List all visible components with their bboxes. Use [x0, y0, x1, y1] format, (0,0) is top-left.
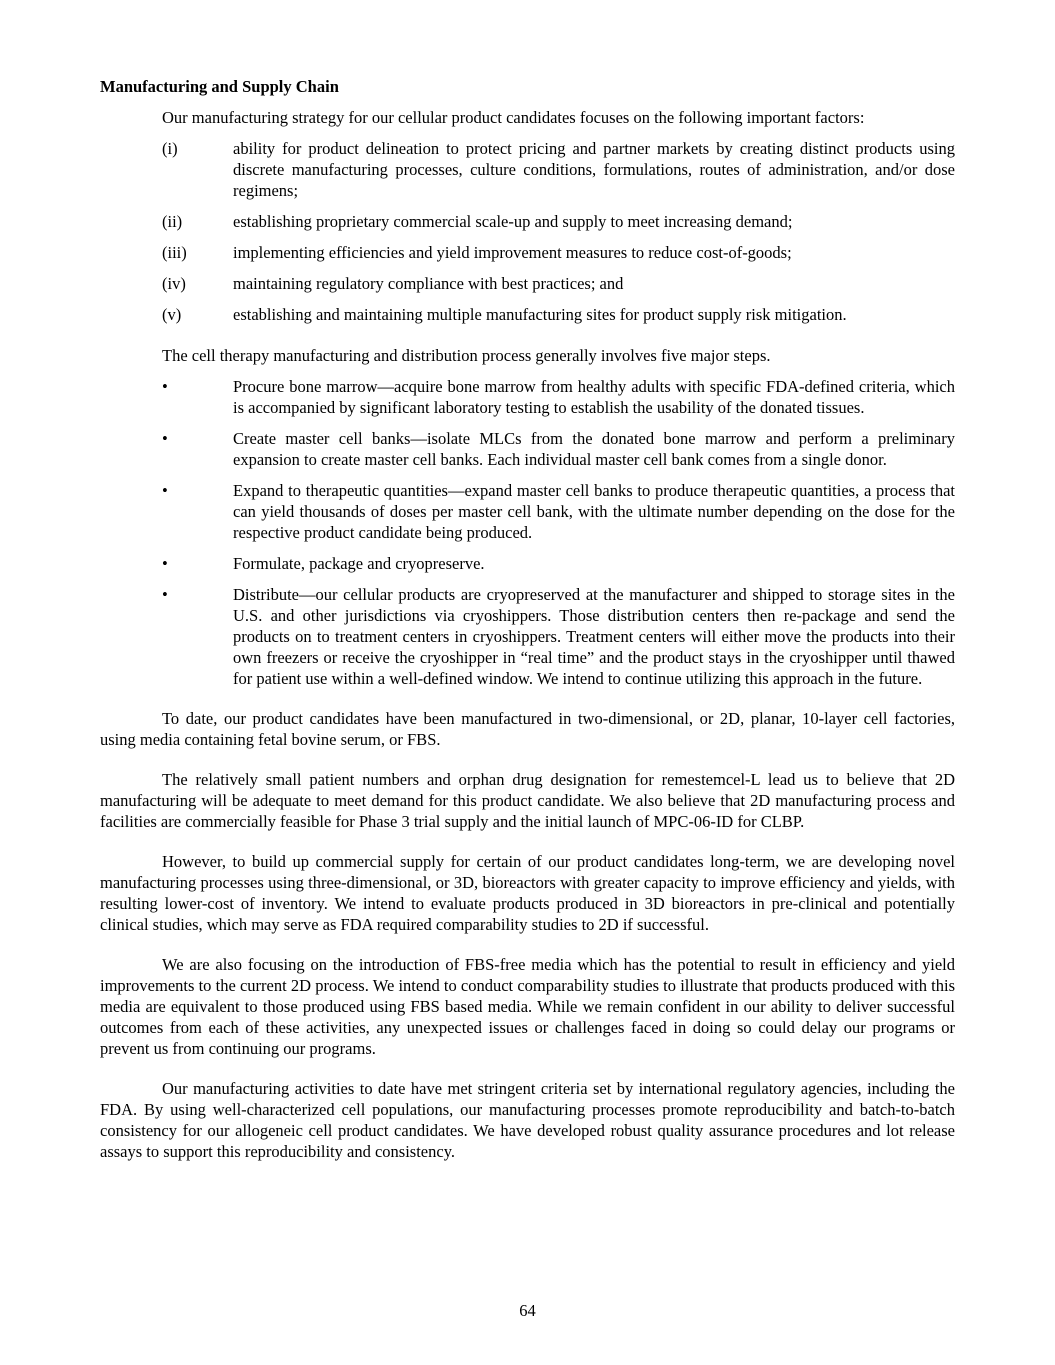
bullet-icon: •	[162, 377, 168, 396]
list-item-text: Create master cell banks—isolate MLCs from the donated bone marrow and perform a preliminary expansion to create master cell banks. Each individual master cell bank comes from a single donor.	[233, 429, 955, 469]
numbered-list-item	[162, 273, 955, 294]
steps-intro-paragraph: The cell therapy manufacturing and distribution process generally involves five major steps.	[162, 346, 771, 365]
list-item-text: establishing and maintaining multiple manufacturing sites for product supply risk mitigation.	[233, 305, 847, 324]
list-item-text: Procure bone marrow—acquire bone marrow from healthy adults with specific FDA-defined criteria, which is accompanied by significant laboratory testing to establish the usability of the donated tissues.	[233, 377, 955, 417]
list-marker: (iv)	[162, 274, 186, 293]
numbered-list-item	[162, 211, 955, 232]
body-paragraph: We are also focusing on the introduction of FBS-free media which has the potential to result in efficiency and yield improvements to the current 2D process. We intend to conduct comparability studies to illustrate that products produced with this media are equivalent to those produced using FBS based media. While we remain confident in our ability to deliver successful outcomes from each of these activities, any unexpected issues or challenges faced in doing so could delay our programs or prevent us from continuing our programs.	[100, 955, 955, 1058]
bullet-list-item	[162, 584, 955, 689]
bullet-icon: •	[162, 554, 168, 573]
bullet-list-item	[162, 553, 955, 574]
numbered-list-item	[162, 138, 955, 201]
bullet-icon: •	[162, 429, 168, 448]
list-item-text: maintaining regulatory compliance with best practices; and	[233, 274, 624, 293]
list-item-text: establishing proprietary commercial scale-up and supply to meet increasing demand;	[233, 212, 793, 231]
bullet-list-item	[162, 428, 955, 470]
body-paragraph: To date, our product candidates have been manufactured in two-dimensional, or 2D, planar, 10-layer cell factories, using media containing fetal bovine serum, or FBS.	[100, 709, 955, 749]
numbered-list-item	[162, 242, 955, 263]
body-paragraph: Our manufacturing activities to date have met stringent criteria set by international regulatory agencies, including the FDA. By using well-characterized cell populations, our manufacturing processes promote reproducibility and batch-to-batch consistency for our allogeneic cell product candidates. We have developed robust quality assurance procedures and lot release assays to support this reproducibility and consistency.	[100, 1079, 955, 1161]
list-marker: (ii)	[162, 212, 183, 231]
body-paragraph: The relatively small patient numbers and orphan drug designation for remestemcel-L lead us to believe that 2D manufacturing will be adequate to meet demand for this product candidate. We also believe that 2D manufacturing process and facilities are commercially feasible for Phase 3 trial supply and the initial launch of MPC-06-ID for CLBP.	[100, 770, 955, 831]
bullet-list-item	[162, 376, 955, 418]
list-marker: (v)	[162, 305, 182, 324]
list-marker: (iii)	[162, 243, 187, 262]
page-number: 64	[519, 1301, 536, 1320]
bullet-list-item	[162, 480, 955, 543]
numbered-list-item	[162, 304, 955, 325]
bullet-icon: •	[162, 481, 168, 500]
bullet-icon: •	[162, 585, 168, 604]
list-item-text: implementing efficiencies and yield improvement measures to reduce cost-of-goods;	[233, 243, 792, 262]
list-item-text: Formulate, package and cryopreserve.	[233, 554, 485, 573]
list-item-text: ability for product delineation to protect pricing and partner markets by creating distinct products using discrete manufacturing processes, culture conditions, formulations, routes of administration, and/or dose regimens;	[233, 139, 955, 200]
body-paragraph: However, to build up commercial supply for certain of our product candidates long-term, we are developing novel manufacturing processes using three-dimensional, or 3D, bioreactors with greater capacity to improve efficiency and yields, with resulting lower-cost of inventory. We intend to evaluate products produced in 3D bioreactors in pre-clinical and potentially clinical studies, which may serve as FDA required comparability studies to 2D if successful.	[100, 852, 955, 934]
section-heading: Manufacturing and Supply Chain	[100, 77, 339, 96]
list-marker: (i)	[162, 139, 178, 158]
intro-paragraph: Our manufacturing strategy for our cellular product candidates focuses on the following important factors:	[162, 108, 865, 127]
list-item-text: Expand to therapeutic quantities—expand master cell banks to produce therapeutic quantities, a process that can yield thousands of doses per master cell bank, with the ultimate number depending on the dose for the respective product candidate being produced.	[233, 481, 955, 542]
list-item-text: Distribute—our cellular products are cryopreserved at the manufacturer and shipped to storage sites in the U.S. and other jurisdictions via cryoshippers. Those distribution centers then re-package and send the products on to treatment centers in cryoshippers. Treatment centers will either move the products into their own freezers or receive the cryoshipper in “real time” and the product stays in the cryoshipper until thawed for patient use within a well-defined window. We intend to continue utilizing this approach in the future.	[233, 585, 955, 688]
